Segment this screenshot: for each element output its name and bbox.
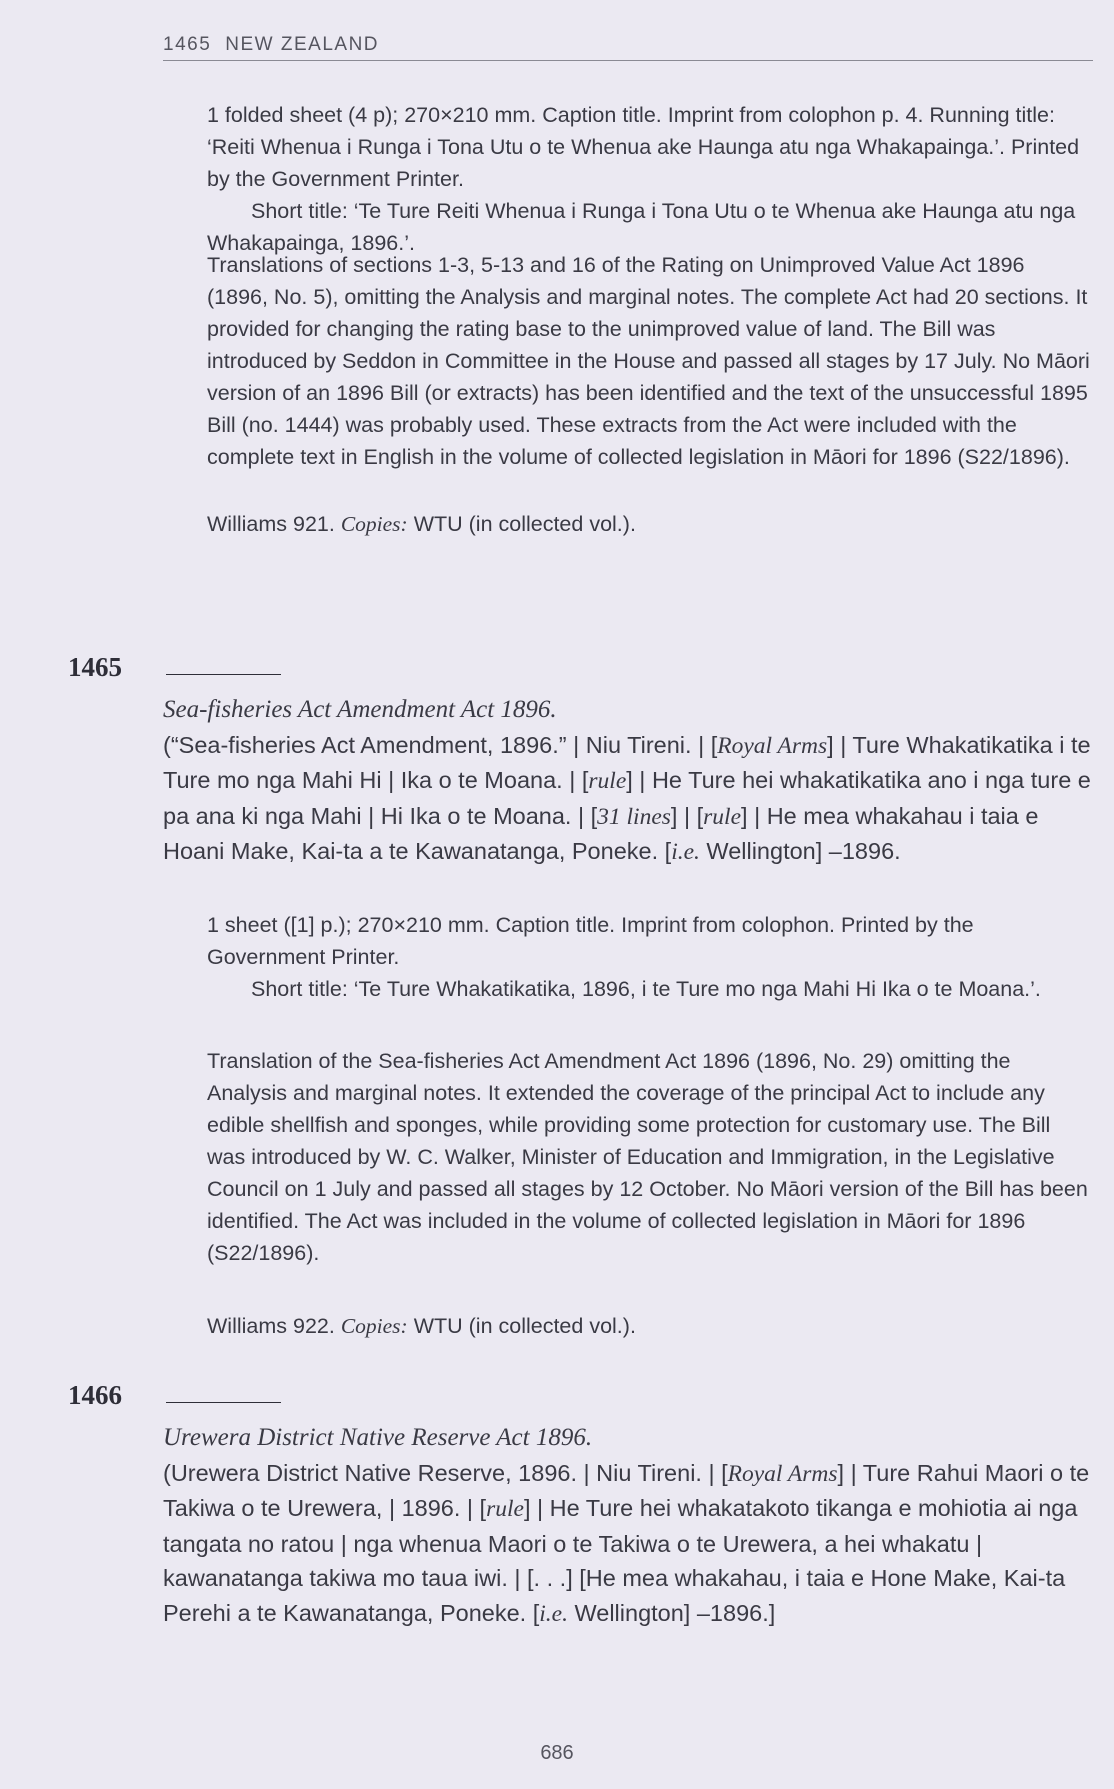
running-head-ref: 1465	[163, 34, 212, 55]
page-number: 686	[540, 1742, 574, 1764]
intro-copies: WTU (in collected vol.).	[413, 512, 636, 536]
entry-1466-transcription: (Urewera District Native Reserve, 1896. | Niu Tireni. | [Royal Arms] | Ture Rahui Maori o te Takiwa o te Urewera, | 1896. | [rule] | He Ture hei whakatakoto tikanga e mohiotia ai nga tangata no ratou | nga whenua Maori o te Takiwa o te Urewera, a hei whakatu | kawanatanga takiwa mo taua iwi. | [. . .] [He mea whakahau, i taia e Hone Make, Kai-ta Perehi a te Kawanatanga, Poneke. [i.e. Wellington] –1896.]	[163, 1459, 1090, 1627]
entry-number-1466: 1466	[68, 1380, 122, 1410]
entry-1465-ref: Williams 922.	[207, 1314, 335, 1338]
intro-note: Translations of sections 1-3, 5-13 and 16 of the Rating on Unimproved Value Act 1896 (1896, No. 5), omitting the Analysis and marginal notes. The complete Act had 20 sections. It provided for changing the rating base to the unimproved value of land. The Bill was introduced by Seddon in Committee in the House and passed all stages by 17 July. No Māori version of an 1896 Bill (or extracts) has been identified and the text of the unsuccessful 1895 Bill (no. 1444) was probably used. These extracts from the Act were included with the complete text in English in the volume of collected legislation in Māori for 1896 (S22/1896).	[207, 253, 1090, 469]
intro-copies-label: Copies:	[340, 512, 408, 536]
intro-physical-description: 1 folded sheet (4 p); 270×210 mm. Caption title. Imprint from colophon p. 4. Running title: ‘Reiti Whenua i Runga i Tona Utu o te Whenua ake Haunga atu nga Whakapainga.’. Printed by the Government Printer. Short title: ‘Te Ture Reiti Whenua i Runga i Tona Utu o te Whenua ake Haunga atu nga Whakapainga, 1896.’.	[207, 99, 1091, 259]
intro-reference	[207, 508, 1091, 540]
entry-rule-1465	[166, 674, 281, 675]
entry-1465-title: Sea-fisheries Act Amendment Act 1896.	[163, 696, 557, 723]
intro-ref: Williams 921.	[207, 512, 335, 536]
entry-1465-physical-description: 1 sheet ([1] p.); 270×210 mm. Caption title. Imprint from colophon. Printed by the Government Printer. Short title: ‘Te Ture Whakatikatika, 1896, i te Ture mo nga Mahi Hi Ika o te Moana.’.	[207, 909, 1091, 1005]
running-head	[163, 34, 1093, 61]
entry-1465-title-block	[163, 693, 1091, 870]
entry-number-1465: 1465	[68, 652, 122, 682]
entry-1465-copies: WTU (in collected vol.).	[413, 1314, 636, 1338]
entry-1466-title: Urewera District Native Reserve Act 1896.	[163, 1424, 593, 1451]
entry-1465-copies-label: Copies:	[340, 1314, 408, 1338]
running-head-section: NEW ZEALAND	[225, 34, 380, 55]
intro-short-title: Short title: ‘Te Ture Reiti Whenua i Runga i Tona Utu o te Whenua ake Haunga atu nga Whakapainga, 1896.’.	[207, 199, 1076, 255]
entry-1465-transcription: (“Sea-fisheries Act Amendment, 1896.” | Niu Tireni. | [Royal Arms] | Ture Whakatikatika i te Ture mo nga Mahi Hi | Ika o te Moana. | [rule] | He Ture hei whakatikatika ano i nga ture e pa ana ki nga Mahi | Hi Ika o te Moana. | [31 lines] | [rule] | He mea whakahau i taia e Hoani Make, Kai-ta a te Kawanatanga, Poneke. [i.e. Wellington] –1896.	[163, 731, 1091, 865]
entry-1465-reference	[207, 1310, 1091, 1342]
entry-1465-short-title: Short title: ‘Te Ture Whakatikatika, 1896, i te Ture mo nga Mahi Hi Ika o te Moana.’.	[251, 977, 1041, 1001]
entry-1466-title-block	[163, 1421, 1091, 1631]
entry-rule-1466	[166, 1402, 281, 1403]
entry-1465-note: Translation of the Sea-fisheries Act Amendment Act 1896 (1896, No. 29) omitting the Analysis and marginal notes. It extended the coverage of the principal Act to include any edible shellfish and sponges, while providing some protection for customary use. The Bill was introduced by W. C. Walker, Minister of Education and Immigration, in the Legislative Council on 1 July and passed all stages by 12 October. No Māori version of the Bill has been identified. The Act was included in the volume of collected legislation in Māori for 1896 (S22/1896).	[207, 1049, 1088, 1265]
